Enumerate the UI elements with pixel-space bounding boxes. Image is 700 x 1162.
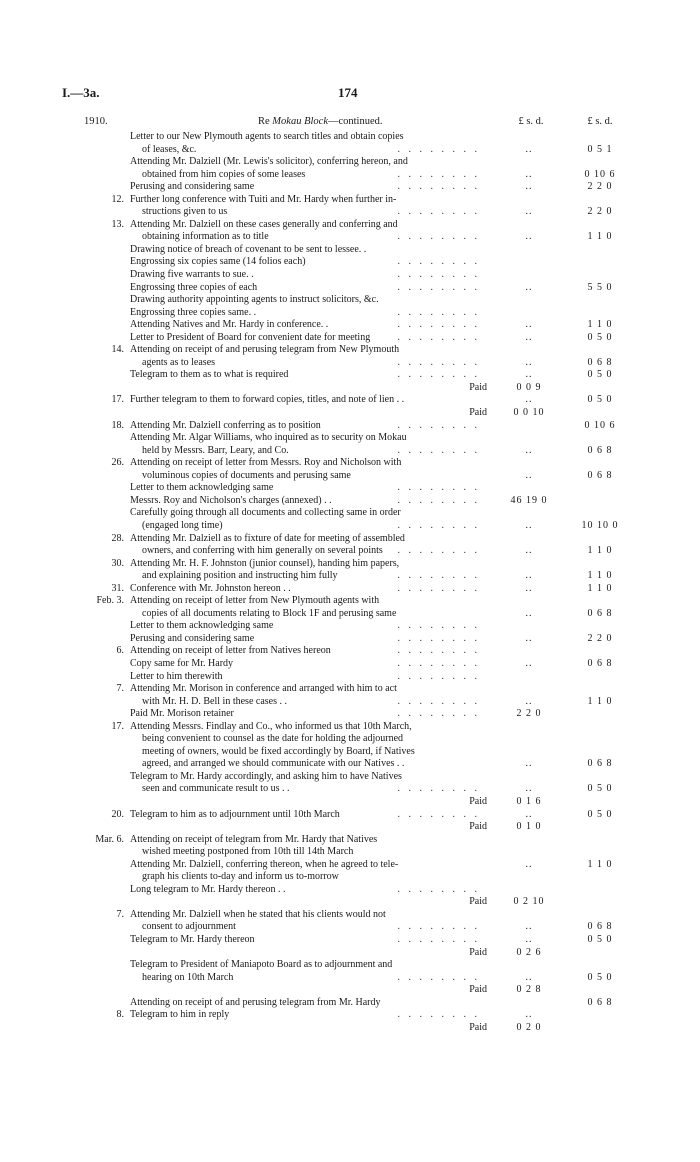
entry-description: Letter to President of Board for convenient date for meeting <box>130 331 371 343</box>
ledger-row <box>0 696 700 709</box>
paid-amount: 0 0 10 <box>513 407 545 419</box>
document-code: I.—3a. <box>62 85 100 100</box>
ledger-row <box>0 332 700 345</box>
entry-date: Feb. 3. <box>96 595 124 607</box>
entry-description: Letter to our New Plymouth agents to search titles and obtain copies <box>130 131 404 142</box>
ledger-row <box>0 282 700 295</box>
ledger-row <box>0 796 700 809</box>
charge-amount: 1 1 0 <box>587 582 613 594</box>
leader-dots: . . . . . . . . <box>397 783 480 795</box>
amount-column-heading: £ s. d. <box>587 116 613 127</box>
charge-amount: 0 10 6 <box>584 168 616 180</box>
leader-dots: . . . . . . . . <box>397 1009 480 1021</box>
entry-description: Drawing authority appointing agents to instruct solicitors, &c. <box>130 294 379 306</box>
entry-description: Attending Mr. H. F. Johnston (junior counsel), handing him papers, <box>130 557 400 569</box>
ledger-row <box>0 896 700 909</box>
entry-description: (engaged long time) <box>142 519 223 531</box>
ledger-row <box>0 834 700 847</box>
paid-amount: 0 1 6 <box>516 795 542 807</box>
ledger-row <box>0 758 700 771</box>
entry-description: agents as to leases <box>142 356 216 368</box>
ledger-row <box>0 495 700 508</box>
charge-amount: 0 6 8 <box>587 356 613 368</box>
ledger-row <box>0 658 700 671</box>
entry-description: Further long conference with Tuiti and Mr. Hardy when further in- <box>130 193 397 205</box>
charge-amount: 0 10 6 <box>584 419 616 431</box>
ledger-row <box>0 583 700 596</box>
leader-dots: . . . . . . . . <box>397 269 480 281</box>
ledger-row <box>0 671 700 684</box>
paid-amount: 0 1 0 <box>516 821 542 833</box>
leader-dots: . . . . . . . . <box>397 181 480 193</box>
charge-amount: 0 5 0 <box>587 331 613 343</box>
charge-amount: 0 5 0 <box>587 808 613 820</box>
charge-amount: 0 6 8 <box>587 758 613 770</box>
ledger-row <box>0 482 700 495</box>
ledger-row <box>0 595 700 608</box>
entry-description: Drawing five warrants to sue. . <box>130 269 254 281</box>
paid-amount: 0 2 8 <box>516 984 542 996</box>
leader-dots: . . . . . . . . <box>397 582 480 594</box>
ledger-row <box>0 244 700 257</box>
ledger-row <box>0 357 700 370</box>
paid-amount: .. <box>525 181 533 193</box>
ledger-row <box>0 156 700 169</box>
paid-amount: .. <box>525 469 533 481</box>
entry-description: Attending Natives and Mr. Hardy in conference. . <box>130 319 329 331</box>
charge-amount: 5 5 0 <box>587 281 613 293</box>
charge-amount: 0 5 0 <box>587 783 613 795</box>
charge-amount: 1 1 0 <box>587 545 613 557</box>
charge-amount: 1 1 0 <box>587 858 613 870</box>
ledger-row <box>0 256 700 269</box>
ledger-row <box>0 1022 700 1035</box>
ledger-row <box>0 294 700 307</box>
entry-description: Letter to them acknowledging same <box>130 482 274 494</box>
entry-description: Paid Mr. Morison retainer <box>130 708 234 720</box>
leader-dots: . . . . . . . . <box>397 419 480 431</box>
charge-amount: 0 6 8 <box>587 444 613 456</box>
entry-description: copies of all documents relating to Block 1F and perusing same <box>142 607 397 619</box>
leader-dots: . . . . . . . . <box>397 695 480 707</box>
ledger-row <box>0 344 700 357</box>
ledger-row <box>0 507 700 520</box>
entry-description: Attending Mr. Dalziell conferring as to position <box>130 419 321 431</box>
entry-description: Attending Mr. Dalziell when he stated that his clients would not <box>130 908 386 920</box>
charge-amount: 0 5 1 <box>587 143 613 155</box>
charge-amount: 0 5 0 <box>587 934 613 945</box>
paid-amount: .. <box>525 281 533 293</box>
leader-dots: . . . . . . . . <box>397 256 480 268</box>
ledger-row <box>0 633 700 646</box>
entry-description: meeting of owners, would be fixed accordingly by Board, if Natives <box>142 745 415 757</box>
title-suffix: —continued. <box>327 116 383 127</box>
entry-description: wished meeting postponed from 10th till 14th March <box>142 846 354 858</box>
leader-dots: . . . . . . . . <box>397 494 480 506</box>
leader-dots: . . . . . . . . <box>397 519 480 531</box>
entry-description: Attending on receipt of and perusing telegram from New Plymouth <box>130 344 400 356</box>
ledger-row <box>0 457 700 470</box>
paid-amount: .. <box>525 444 533 456</box>
entry-description: Telegram to Mr. Hardy accordingly, and asking him to have Natives <box>130 770 402 782</box>
paid-label: Paid <box>469 1021 487 1033</box>
leader-dots: . . . . . . . . <box>397 934 480 945</box>
title-prefix: Re <box>258 116 270 127</box>
leader-dots: . . . . . . . . <box>397 632 480 644</box>
leader-dots: . . . . . . . . <box>397 331 480 343</box>
paid-label: Paid <box>469 896 487 908</box>
entry-date: 28. <box>111 532 124 544</box>
entry-description: Attending Mr. Dalziell on these cases generally and conferring and <box>130 218 398 230</box>
charge-amount: 0 5 0 <box>587 369 613 381</box>
entry-description: held by Messrs. Barr, Leary, and Co. <box>142 444 289 456</box>
ledger-row <box>0 746 700 759</box>
charge-amount: 1 1 0 <box>587 570 613 582</box>
leader-dots: . . . . . . . . <box>397 281 480 293</box>
charge-amount: 10 10 0 <box>581 519 619 531</box>
entry-description: agreed, and arranged we should communicate with our Natives . . <box>142 758 405 770</box>
entry-date: Mar. 6. <box>95 833 124 845</box>
entry-date: 13. <box>111 218 124 230</box>
ledger-row <box>0 231 700 244</box>
year-label: 1910. <box>84 116 108 127</box>
paid-amount: .. <box>525 319 533 331</box>
paid-amount: .. <box>525 783 533 795</box>
paid-label: Paid <box>469 381 487 393</box>
paid-amount: 0 2 0 <box>516 1021 542 1033</box>
entry-description: Long telegram to Mr. Hardy thereon . . <box>130 883 286 895</box>
charge-amount: 0 6 8 <box>587 607 613 619</box>
entry-description: Attending Mr. Dalziell as to fixture of date for meeting of assembled <box>130 532 405 544</box>
leader-dots: . . . . . . . . <box>397 570 480 582</box>
entry-date: 30. <box>111 557 124 569</box>
paid-amount: .. <box>525 369 533 381</box>
entry-date: 20. <box>111 808 124 820</box>
ledger-row <box>0 809 700 822</box>
paid-amount: 0 2 6 <box>516 946 542 958</box>
leader-dots: . . . . . . . . <box>397 482 480 494</box>
entry-date: 17. <box>111 394 124 406</box>
entry-description: of leases, &c. <box>142 143 197 155</box>
paid-column-heading: £ s. d. <box>518 116 544 127</box>
paid-amount: .. <box>525 143 533 155</box>
entry-description: owners, and conferring with him generally on several points <box>142 545 383 557</box>
entry-date: 18. <box>111 419 124 431</box>
leader-dots: . . . . . . . . <box>397 708 480 720</box>
leader-dots: . . . . . . . . <box>397 369 480 381</box>
paid-amount: .. <box>525 695 533 707</box>
entry-description: seen and communicate result to us . . <box>142 783 290 795</box>
leader-dots: . . . . . . . . <box>397 620 480 632</box>
entry-description: Conference with Mr. Johnston hereon . . <box>130 582 291 594</box>
ledger-row <box>0 1009 700 1022</box>
leader-dots: . . . . . . . . <box>397 206 480 218</box>
paid-amount: .. <box>525 934 533 945</box>
leader-dots: . . . . . . . . <box>397 808 480 820</box>
entry-date: 7. <box>116 908 124 920</box>
entry-description: obtaining information as to title <box>142 231 269 243</box>
paid-amount: .. <box>525 168 533 180</box>
ledger-row <box>0 645 700 658</box>
ledger-row <box>0 620 700 633</box>
ledger-row <box>0 608 700 621</box>
leader-dots: . . . . . . . . <box>397 971 480 983</box>
ledger-row <box>0 909 700 922</box>
entry-description: Perusing and considering same <box>130 632 255 644</box>
ledger-row <box>0 545 700 558</box>
entry-date: 6. <box>116 645 124 657</box>
paid-amount: .. <box>525 231 533 243</box>
entry-description: Attending Mr. Dalziell (Mr. Lewis's solicitor), conferring hereon, and <box>130 156 408 168</box>
ledger-row <box>0 219 700 232</box>
paid-amount: .. <box>525 519 533 531</box>
entry-description: structions given to us <box>142 206 228 218</box>
entry-description: Drawing notice of breach of covenant to be sent to lessee. . <box>130 243 367 255</box>
charge-amount: 0 5 0 <box>587 394 613 406</box>
paid-amount: .. <box>525 570 533 582</box>
ledger-row <box>0 570 700 583</box>
ledger-row <box>0 683 700 696</box>
charge-amount: 2 2 0 <box>587 206 613 218</box>
leader-dots: . . . . . . . . <box>397 168 480 180</box>
charge-amount: 1 1 0 <box>587 695 613 707</box>
leader-dots: . . . . . . . . <box>397 883 480 895</box>
entry-description: Further telegram to them to forward copies, titles, and note of lien . . <box>130 394 405 406</box>
ledger-row <box>0 934 700 947</box>
ledger-row <box>0 382 700 395</box>
entry-description: Engrossing six copies same (14 folios each) <box>130 256 306 268</box>
entry-date: 31. <box>111 582 124 594</box>
ledger-row <box>0 846 700 859</box>
entry-description: and explaining position and instructing him fully <box>142 570 338 582</box>
entry-description: with Mr. H. D. Bell in these cases . . <box>142 695 287 707</box>
ledger-row <box>0 959 700 972</box>
charge-amount: 0 6 8 <box>587 996 613 1008</box>
paid-label: Paid <box>469 407 487 419</box>
ledger-row <box>0 307 700 320</box>
paid-amount: .. <box>525 206 533 218</box>
leader-dots: . . . . . . . . <box>397 670 480 682</box>
paid-amount: .. <box>525 545 533 557</box>
ledger-row <box>0 194 700 207</box>
ledger-row <box>0 884 700 897</box>
paid-amount: 2 2 0 <box>516 708 542 720</box>
entry-description: Attending Mr. Dalziell, conferring thereon, when he agreed to tele- <box>130 858 399 870</box>
ledger-row <box>0 269 700 282</box>
leader-dots: . . . . . . . . <box>397 921 480 933</box>
charge-amount: 0 5 0 <box>587 971 613 983</box>
ledger-row <box>0 369 700 382</box>
ledger-row <box>0 131 700 144</box>
entry-description: consent to adjournment <box>142 921 236 933</box>
paid-amount: .. <box>525 657 533 669</box>
paid-label: Paid <box>469 795 487 807</box>
entry-description: Attending Mr. Morison in conference and arranged with him to act <box>130 683 397 695</box>
paid-amount: .. <box>525 858 533 870</box>
leader-dots: . . . . . . . . <box>397 645 480 657</box>
ledger-row <box>0 721 700 734</box>
paid-amount: .. <box>525 971 533 983</box>
entry-description: Telegram to them as to what is required <box>130 369 289 381</box>
ledger-row <box>0 169 700 182</box>
entry-description: Telegram to him as to adjournment until 10th March <box>130 808 340 820</box>
paid-label: Paid <box>469 821 487 833</box>
ledger-row <box>0 733 700 746</box>
entry-description: Attending on receipt of letter from Natives hereon <box>130 645 331 657</box>
ledger-row <box>0 407 700 420</box>
charge-amount: 2 2 0 <box>587 181 613 193</box>
charge-amount: 1 1 0 <box>587 231 613 243</box>
entry-date: 26. <box>111 457 124 469</box>
entry-description: Engrossing three copies same. . <box>130 306 257 318</box>
ledger-row <box>0 445 700 458</box>
ledger-row <box>0 319 700 332</box>
paid-label: Paid <box>469 984 487 996</box>
ledger-row <box>0 921 700 934</box>
title-block-name: Mokau Block <box>272 116 328 127</box>
entry-description: voluminous copies of documents and perusing same <box>142 469 351 481</box>
paid-amount: 0 2 10 <box>513 896 545 908</box>
leader-dots: . . . . . . . . <box>397 319 480 331</box>
paid-amount: 0 0 9 <box>516 381 542 393</box>
ledger-row <box>0 821 700 834</box>
charge-amount: 0 6 8 <box>587 921 613 933</box>
entry-description: Telegram to Mr. Hardy thereon <box>130 934 255 945</box>
ledger-row <box>0 947 700 960</box>
paid-amount: .. <box>525 331 533 343</box>
ledger-row <box>0 432 700 445</box>
charge-amount: 0 6 8 <box>587 657 613 669</box>
entry-date: 12. <box>111 193 124 205</box>
ledger-row <box>0 533 700 546</box>
ledger-row <box>0 972 700 985</box>
paid-amount: .. <box>525 758 533 770</box>
entry-description: obtained from him copies of some leases <box>142 168 306 180</box>
ledger-row <box>0 520 700 533</box>
entry-date: 14. <box>111 344 124 356</box>
ledger-row <box>0 394 700 407</box>
ledger-row <box>0 871 700 884</box>
charge-amount: 1 1 0 <box>587 319 613 331</box>
entry-description: graph his clients to-day and inform us to-morrow <box>142 871 339 883</box>
charge-amount: 0 6 8 <box>587 469 613 481</box>
leader-dots: . . . . . . . . <box>397 657 480 669</box>
ledger-row <box>0 984 700 997</box>
entry-date: 17. <box>111 720 124 732</box>
entry-description: Perusing and considering same <box>130 181 255 193</box>
entry-description: Attending Messrs. Findlay and Co., who informed us that 10th March, <box>130 720 412 732</box>
charge-amount: 2 2 0 <box>587 632 613 644</box>
leader-dots: . . . . . . . . <box>397 444 480 456</box>
paid-label: Paid <box>469 946 487 958</box>
entry-description: Letter to him therewith <box>130 670 223 682</box>
leader-dots: . . . . . . . . <box>397 306 480 318</box>
paid-amount: .. <box>525 808 533 820</box>
entry-description: Telegram to President of Maniapoto Board as to adjournment and <box>130 959 393 971</box>
ledger-row <box>0 181 700 194</box>
paid-amount: .. <box>525 921 533 933</box>
paid-amount: .. <box>525 356 533 368</box>
entry-description: Attending on receipt of letter from Messrs. Roy and Nicholson with <box>130 457 402 469</box>
entry-description: Telegram to him in reply <box>130 1009 230 1021</box>
page-number: 174 <box>338 85 358 100</box>
ledger-row <box>0 206 700 219</box>
entry-description: Letter to them acknowledging same <box>130 620 274 632</box>
paid-amount: .. <box>525 607 533 619</box>
paid-amount: .. <box>525 1009 533 1021</box>
ledger-row <box>0 558 700 571</box>
ledger-row <box>0 997 700 1010</box>
ledger-row <box>0 708 700 721</box>
ledger-row <box>0 470 700 483</box>
leader-dots: . . . . . . . . <box>397 356 480 368</box>
leader-dots: . . . . . . . . <box>397 545 480 557</box>
ledger-row <box>0 771 700 784</box>
entry-date: 7. <box>116 683 124 695</box>
paid-amount: 46 19 0 <box>510 494 548 506</box>
paid-amount: .. <box>525 582 533 594</box>
ledger-entries <box>0 131 700 1034</box>
entry-description: Engrossing three copies of each <box>130 281 258 293</box>
paid-amount: .. <box>525 632 533 644</box>
entry-date: 8. <box>116 1009 124 1021</box>
entry-description: being convenient to counsel as the date for holding the adjourned <box>142 733 404 745</box>
entry-description: Attending on receipt of and perusing telegram from Mr. Hardy <box>130 996 381 1008</box>
ledger-row <box>0 144 700 157</box>
ledger-row <box>0 420 700 433</box>
entry-description: Attending on receipt of letter from New Plymouth agents with <box>130 595 380 607</box>
entry-description: Messrs. Roy and Nicholson's charges (annexed) . . <box>130 494 332 506</box>
entry-description: hearing on 10th March <box>142 971 234 983</box>
entry-description: Attending Mr. Algar Williams, who inquired as to security on Mokau <box>130 432 407 444</box>
leader-dots: . . . . . . . . <box>397 143 480 155</box>
entry-description: Attending on receipt of telegram from Mr. Hardy that Natives <box>130 833 378 845</box>
ledger-row <box>0 859 700 872</box>
paid-amount: .. <box>525 394 533 406</box>
ledger-row <box>0 783 700 796</box>
leader-dots: . . . . . . . . <box>397 231 480 243</box>
entry-description: Copy same for Mr. Hardy <box>130 657 234 669</box>
entry-description: Carefully going through all documents and collecting same in order <box>130 507 401 519</box>
section-title <box>258 116 383 127</box>
